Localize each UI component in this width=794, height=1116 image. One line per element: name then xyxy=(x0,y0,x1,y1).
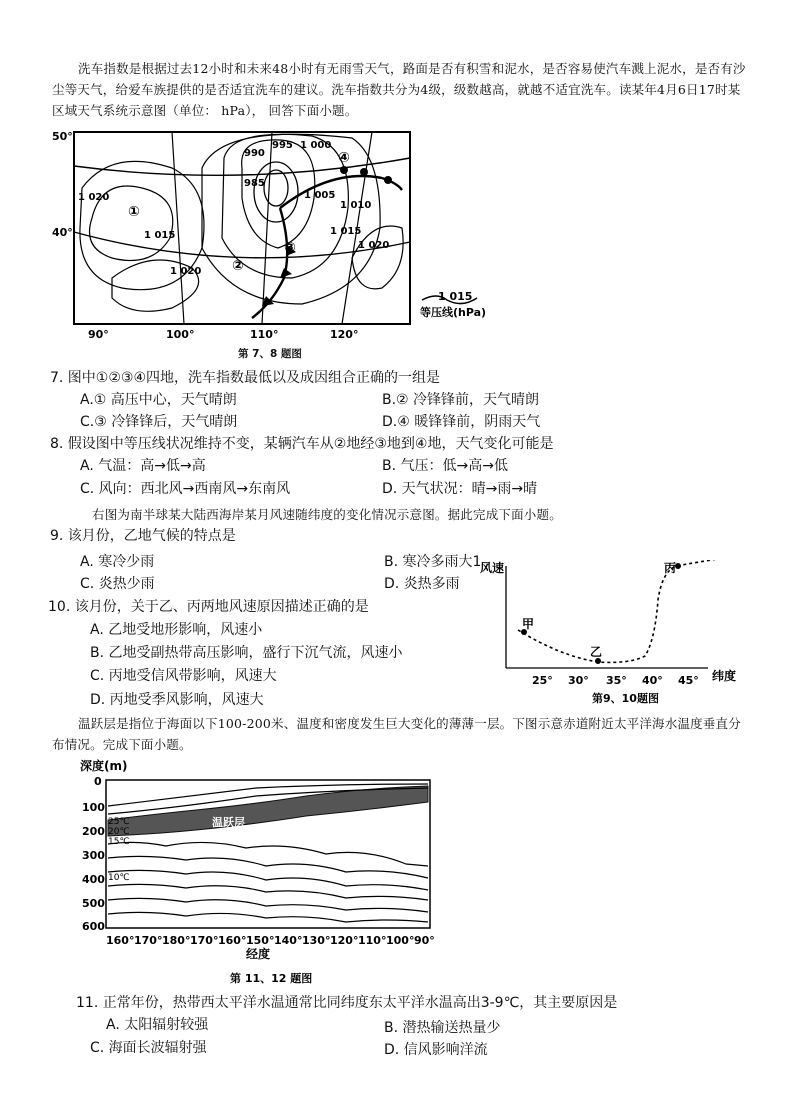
q10-stem: 10. 该月份，关于乙、丙两地风速原因描述正确的是 xyxy=(48,599,369,615)
fig1-caption: 第 7、8 题图 xyxy=(238,348,302,360)
isobar-label: 995 xyxy=(272,140,293,151)
y-tick: 300 xyxy=(82,849,105,862)
q8-option-a[interactable]: A. 气温：高→低→高 xyxy=(80,458,206,474)
isobar-label: 1 015 xyxy=(144,230,176,241)
x-tick: 140° xyxy=(274,934,303,947)
x-tick: 40° xyxy=(642,674,663,687)
q8-option-d[interactable]: D. 天气状况：晴→雨→晴 xyxy=(382,481,538,497)
isobar-label: 1 020 xyxy=(78,192,110,203)
y-tick: 100 xyxy=(82,801,105,814)
q8-option-c[interactable]: C. 风向：西北风→西南风→东南风 xyxy=(80,481,291,497)
legend-label: 等压线(hPa) xyxy=(420,306,487,319)
isobar-label: 1 020 xyxy=(170,266,202,277)
x-tick: 160° xyxy=(106,934,135,947)
y-tick: 200 xyxy=(82,825,105,838)
x-tick: 150° xyxy=(246,934,275,947)
isobar-label: 1 010 xyxy=(340,200,372,211)
x-tick: 90° xyxy=(414,934,435,947)
iso-label-25: 25℃ xyxy=(108,817,130,827)
q11-option-b[interactable]: B. 潜热输送热量少 xyxy=(384,1020,501,1036)
lon-label-100: 100° xyxy=(166,328,195,341)
isobar-label: 985 xyxy=(244,178,265,189)
q9-option-d[interactable]: D. 炎热多雨 xyxy=(384,576,460,592)
point-label-4: ④ xyxy=(338,150,350,166)
q10-option-d[interactable]: D. 丙地受季风影响，风速大 xyxy=(90,692,264,708)
intro-paragraph-2: 右图为南半球某大陆西海岸某月风速随纬度的变化情况示意图。据此完成下面小题。 xyxy=(92,507,562,522)
q10-option-a[interactable]: A. 乙地受地形影响，风速小 xyxy=(90,622,263,638)
isobar-label: 1 015 xyxy=(330,226,362,237)
x-tick: 130° xyxy=(302,934,331,947)
q7-option-b[interactable]: B.② 冷锋锋前，天气晴朗 xyxy=(382,392,540,408)
x-axis-label: 经度 xyxy=(246,947,271,961)
y-tick: 0 xyxy=(94,775,102,788)
point-label-1: ① xyxy=(128,204,140,220)
x-tick: 160° xyxy=(218,934,247,947)
y-tick: 500 xyxy=(82,897,105,910)
x-tick: 25° xyxy=(532,674,553,687)
x-axis-label: 纬度 xyxy=(712,669,737,683)
point-label-2: ② xyxy=(232,258,244,274)
x-tick: 30° xyxy=(568,674,589,687)
wind-speed-chart xyxy=(480,560,750,706)
weather-map-figure xyxy=(52,128,502,358)
fig2-caption: 第9、10题图 xyxy=(592,692,659,705)
lat-label-50: 50° xyxy=(52,130,73,143)
q11-option-c[interactable]: C. 海面长波辐射强 xyxy=(90,1040,207,1056)
lon-label-110: 110° xyxy=(250,328,279,341)
x-tick: 180° xyxy=(162,934,191,947)
q7-option-c[interactable]: C.③ 冷锋锋后，天气晴朗 xyxy=(80,414,238,430)
ocean-temperature-figure xyxy=(76,758,446,990)
fig3-caption: 第 11、12 题图 xyxy=(230,972,313,985)
q7-option-d[interactable]: D.④ 暖锋锋前，阴雨天气 xyxy=(382,414,541,430)
q11-option-d[interactable]: D. 信风影响洋流 xyxy=(384,1042,488,1058)
legend-value: 1 015 xyxy=(438,290,473,303)
point-label-yi: 乙 xyxy=(590,645,603,659)
y-tick: 400 xyxy=(82,873,105,886)
iso-label-20: 20℃ xyxy=(108,827,130,837)
q9-option-b[interactable]: B. 寒冷多雨大1 xyxy=(384,554,482,570)
point-label-bing: 丙 xyxy=(664,561,677,575)
lon-label-120: 120° xyxy=(330,328,359,341)
intro-paragraph-1: 洗车指数是根据过去12小时和未来48小时有无雨雪天气，路面是否有积雪和泥水，是否容易使汽车溅上泥水，是否有沙尘等天气，给爱车族提供的是否适宜洗车的建议。洗车指数共分为4级，级数越高，就越不适宜洗车。读某年4月6日17时某区域天气系统示意图（单位： hPa）， 回答下面小题。 xyxy=(52,61,746,118)
q7-stem: 7. 图中①②③④四地，洗车指数最低以及成因组合正确的一组是 xyxy=(50,370,441,386)
q8-option-b[interactable]: B. 气压：低→高→低 xyxy=(382,458,508,474)
isobar-label: 1 020 xyxy=(358,240,390,251)
q8-stem: 8. 假设图中等压线状况维持不变，某辆汽车从②地经③地到④地，天气变化可能是 xyxy=(50,436,554,452)
x-tick: 45° xyxy=(678,674,699,687)
y-axis-label: 深度(m) xyxy=(80,759,128,773)
point-label-jia: 甲 xyxy=(522,617,535,631)
x-tick: 120° xyxy=(330,934,359,947)
x-tick: 35° xyxy=(606,674,627,687)
q10-option-b[interactable]: B. 乙地受副热带高压影响，盛行下沉气流，风速小 xyxy=(90,645,403,661)
y-axis-label: 风速 xyxy=(480,561,505,575)
q10-option-c[interactable]: C. 丙地受信风带影响，风速大 xyxy=(90,668,277,684)
weather-map xyxy=(52,128,502,358)
isobar-label: 1 000 xyxy=(300,140,332,151)
q9-stem: 9. 该月份，乙地气候的特点是 xyxy=(50,528,236,544)
isobar-label: 1 005 xyxy=(304,190,336,201)
iso-label-15: 15℃ xyxy=(108,837,130,847)
wind-speed-figure xyxy=(480,560,750,706)
q9-option-a[interactable]: A. 寒冷少雨 xyxy=(80,554,155,570)
x-tick: 170° xyxy=(190,934,219,947)
point-label-3: ③ xyxy=(284,240,296,256)
q7-option-a[interactable]: A.① 高压中心，天气晴朗 xyxy=(80,392,237,408)
q11-stem: 11. 正常年份，热带西太平洋水温通常比同纬度东太平洋水温高出3-9℃，其主要原因是 xyxy=(76,995,618,1011)
lat-label-40: 40° xyxy=(52,226,73,239)
intro-paragraph-3: 温跃层是指位于海面以下100-200米、温度和密度发生巨大变化的薄薄一层。下图示意赤道附近太平洋海水温度垂直分布情况。完成下面小题。 xyxy=(52,716,741,752)
q9-option-c[interactable]: C. 炎热少雨 xyxy=(80,576,155,592)
x-tick: 110° xyxy=(358,934,387,947)
q11-option-a[interactable]: A. 太阳辐射较强 xyxy=(106,1017,209,1033)
thermocline-label: 温跃层 xyxy=(212,816,245,829)
isobar-label: 990 xyxy=(244,148,265,159)
ocean-temperature-chart xyxy=(76,758,446,990)
iso-label-10: 10℃ xyxy=(108,873,130,883)
lon-label-90: 90° xyxy=(88,328,109,341)
y-tick: 600 xyxy=(82,920,105,933)
x-tick: 100° xyxy=(386,934,415,947)
x-tick: 170° xyxy=(134,934,163,947)
